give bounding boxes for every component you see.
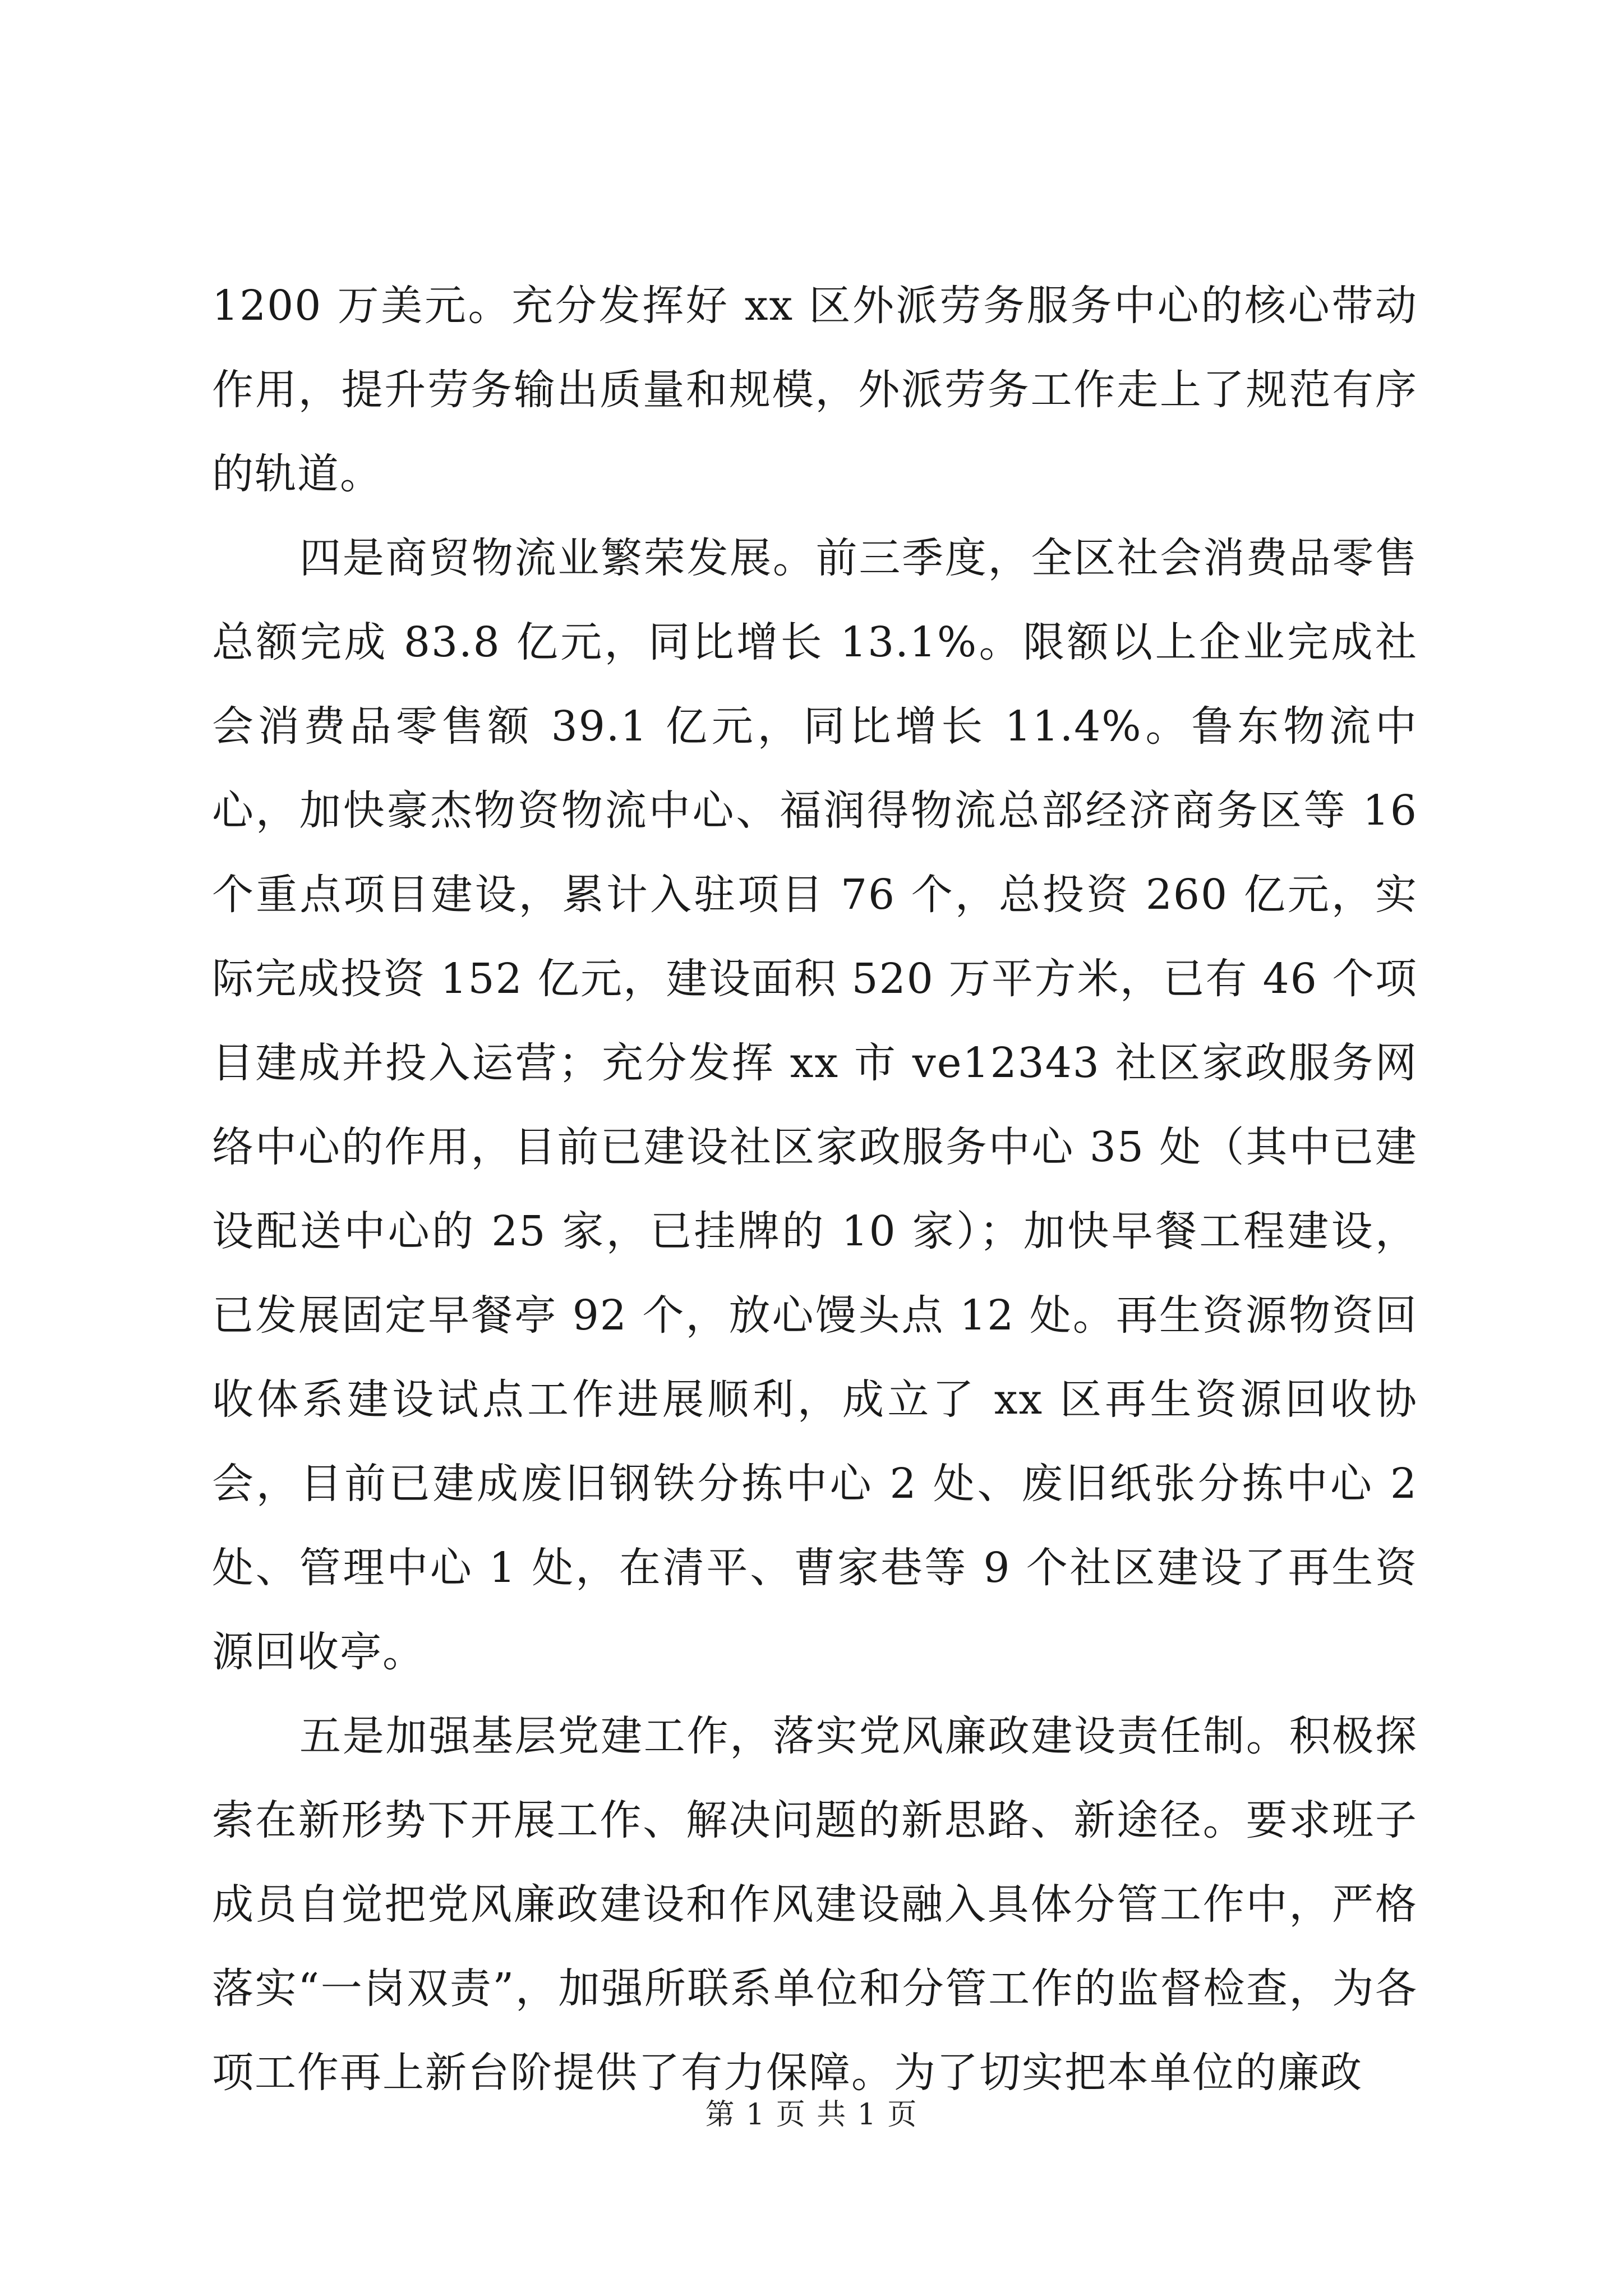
paragraph-2: 四是商贸物流业繁荣发展。前三季度，全区社会消费品零售总额完成 83.8 亿元，同比增长 13.1%。限额以上企业完成社会消费品零售额 39.1 亿元，同比增长 11.4%。鲁东物流中心，加快豪杰物资物流中心、福润得物流总部经济商务区等 16 个重点项目建设，累计入驻项目 76 个，总投资 260 亿元，实际完成投资 152 亿元，建设面积 520 万平方米，已有 46 个项目建成并投入运营；充分发挥 xx 市 ve12343 社区家政服务网络中心的作用，目前已建设社区家政服务中心 35 处（其中已建设配送中心的 25 家，已挂牌的 10 家）；加快早餐工程建设，已发展固定早餐亭 92 个，放心馒头点 12 处。再生资源物资回收体系建设试点工作进展顺利，成立了 xx 区再生资源回收协会，目前已建成废旧钢铁分拣中心 2 处、废旧纸张分拣中心 2 处、管理中心 1 处，在清平、曹家巷等 9 个社区建设了再生资源回收亭。 — [212, 534, 1418, 1676]
paragraph-3: 五是加强基层党建工作，落实党风廉政建设责任制。积极探索在新形势下开展工作、解决问题的新思路、新途径。要求班子成员自觉把党风廉政建设和作风建设融入具体分管工作中，严格落实“一岗双责”，加强所联系单位和分管工作的监督检查，为各项工作再上新台阶提供了有力保障。为了切实把本单位的廉政 — [212, 1712, 1418, 2097]
page-footer: 第 1 页 共 1 页 — [705, 2098, 918, 2132]
document-body — [212, 264, 1418, 2115]
paragraph-1: 1200 万美元。充分发挥好 xx 区外派劳务服务中心的核心带动作用，提升劳务输出质量和规模，外派劳务工作走上了规范有序的轨道。 — [212, 282, 1418, 498]
